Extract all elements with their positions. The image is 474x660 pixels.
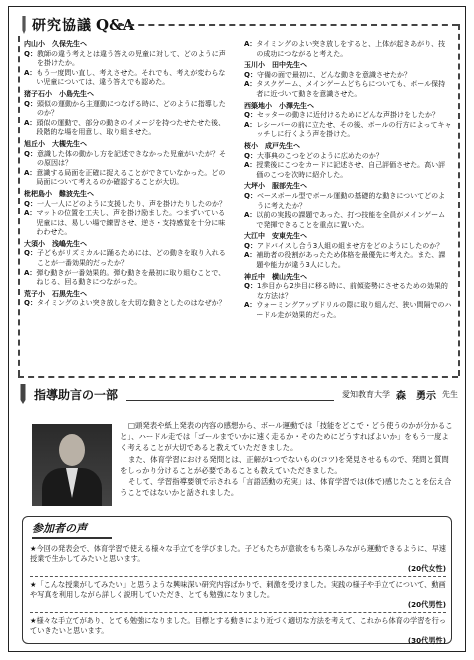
qa-school: 玉川小 田中先生へ (244, 61, 307, 70)
qa-entry (244, 182, 452, 230)
qa-key: Q： (24, 149, 37, 158)
qa-entry (24, 290, 230, 309)
qa-school: 荒子小 石黒先生へ (24, 289, 87, 298)
qa-question (244, 71, 452, 81)
divider (118, 24, 458, 26)
voices-header (32, 520, 112, 536)
divider (126, 400, 334, 401)
qa-key: Q： (24, 99, 37, 108)
qa-entry (244, 102, 452, 140)
advisor-heading: 指導助言の一部 (34, 387, 119, 402)
qa-text: マットの位置を工夫し、声を掛け励ました。つまずいている児童には、易しい場で練習させ、逆さ・支持感覚を十分に味わわせた。 (36, 209, 226, 237)
qa-question (24, 50, 230, 69)
qa-key: A： (24, 209, 37, 218)
qa-entry (244, 142, 452, 180)
qa-text: 一人一人にどのように支援したり、声を掛けたりしたのか？ (36, 199, 226, 208)
qa-entry (24, 240, 230, 288)
qa-entry (24, 190, 230, 238)
qa-text: ウォーミングアップドリルの際に取り組んだ、狭い間隔でのハードル走が効果的だった。 (256, 301, 452, 320)
qa-answer (244, 161, 452, 180)
qa-key: Q： (24, 249, 37, 258)
voice-item (30, 616, 446, 648)
qa-text: 意識する局面を正確に捉えることができていなかった。どの局面について考えるのか確認することが大切。 (36, 168, 226, 187)
qa-left-column (24, 40, 230, 311)
qa-question (24, 200, 230, 210)
qa-answer (244, 80, 452, 99)
qa-answer (244, 40, 452, 59)
qa-school: 大江中 安東先生へ (244, 232, 307, 241)
qa-question (24, 299, 230, 309)
qa-answer (24, 209, 230, 238)
qa-key: A： (244, 251, 257, 260)
qa-school: 大須小 浅嶋先生へ (24, 239, 87, 248)
qa-text: 頭似の運動で、部分の動きのイメージを持つたせたせた後、段階的な場を用意し、取り組ませた。 (36, 118, 226, 137)
qa-school: 大坪小 服部先生へ (244, 182, 307, 191)
qa-key: A： (244, 120, 257, 129)
advisor-paragraph: そして、学習指導要領で示される「言語活動の充実」は、体育学習では(体で)感じたことを伝え合うことではないかと話されました。 (120, 477, 452, 498)
qa-text: タスクゲーム、メインゲームどちらについても、ボール保持者に近づいて動きを意識させた。 (256, 80, 446, 98)
advisor-role: 先生 (442, 389, 458, 399)
qa-text: 頭似の運動から主運動につなげる時に、どのように指導したのか？ (36, 99, 226, 118)
qa-key: A： (244, 40, 257, 48)
qa-right-column (244, 40, 452, 323)
voice-text: ★様々な手立てがあり、とても勉強になりました。目標とする動きにより近づく適切な方法を考えて、これから体育の学習を行っていきたいと思います。 (30, 616, 446, 635)
qa-school: 神丘中 横山先生へ (244, 272, 307, 281)
qa-text: 授業後にこつをカードに記述させ、自己評価させた。高い評価のこつを次時に紹介した。 (256, 161, 446, 179)
qa-key: Q： (244, 111, 257, 120)
pencil-icon (18, 384, 28, 404)
qa-key: A： (24, 118, 37, 127)
qa-text: アドバイスし合う3人組の組ませ方をどのようにしたのか？ (256, 241, 444, 250)
voice-text: ★「こんな授業がしてみたい」と思うような興味深い研究内容ばかりで、刺激を受けました。実践の様子や手立てについて、動画や写真を利用しながら詳しく説明していただき、とても勉強になりました。 (30, 580, 446, 599)
qa-key: A： (244, 161, 257, 170)
qa-text: セッターの動きに近付けるためにどんな声掛けをしたか？ (256, 111, 439, 120)
pencil-icon (20, 16, 28, 34)
qa-text: 教師の違う考えとは違う答えの児童に対して、どのように声を掛けたか。 (36, 49, 226, 68)
qa-mark: Q&A (96, 16, 135, 34)
qa-key: A： (24, 268, 37, 277)
qa-question (24, 249, 230, 268)
qa-entry (24, 40, 230, 88)
qa-school: 内山小 久保先生へ (24, 40, 87, 48)
qa-text: タイミングのよい突き放しをすると、上体が起きあがり、技の成功につながると考えた。 (256, 40, 446, 58)
qa-question (24, 150, 230, 169)
qa-key: Q： (244, 241, 257, 250)
voice-text: ★今回の発表会で、体育学習で使える様々な手立てを学びました。子どもたちが意欲をもち楽しみながら運動できるように、早速授業で生かしてみたいと思います。 (30, 544, 446, 563)
divider (458, 24, 460, 376)
voices-heading: 参加者の声 (32, 522, 87, 535)
qa-answer (244, 211, 452, 230)
advisor-paragraph: また、体育学習における発問とは、正解が1つでないもの(コツ)を発見させるもので、発問と質問をしっかり分けることが必要であることも教えていただきました。 (120, 454, 449, 475)
qa-text: 意識した体の動かし方を記述できなかった児童がいたが？その原因は？ (36, 149, 226, 168)
qa-text: 大事典のこつをどのように広めたのか？ (256, 151, 383, 160)
qa-answer (24, 269, 230, 288)
qa-text: ベースボール型でボール運動の基礎的な動きについてどのように考えたか？ (256, 191, 446, 210)
qa-key: Q： (244, 191, 257, 200)
divider (18, 376, 458, 378)
qa-question (244, 152, 452, 162)
qa-key: Q： (244, 151, 257, 160)
advisor-affiliation: 愛知教育大学 (342, 389, 390, 399)
qa-school: 桜小 成戸先生へ (244, 141, 300, 150)
voice-tag: (20代男性) (407, 600, 446, 609)
qa-key: Q： (24, 199, 37, 208)
qa-text: タイミングのよい突き放しを大切な動きとしたのはなぜか？ (36, 299, 226, 308)
qa-entry (244, 40, 452, 59)
advisor-text (120, 420, 456, 498)
divider (18, 36, 20, 376)
advisor-name: 森 勇示 (396, 390, 436, 402)
qa-answer (244, 251, 452, 270)
qa-key: Q： (244, 70, 257, 79)
advisor-header (18, 383, 458, 405)
qa-entry (244, 232, 452, 270)
qa-question (24, 100, 230, 119)
qa-question (244, 111, 452, 121)
qa-entry (24, 90, 230, 138)
qa-title: 研究協議 (32, 18, 92, 34)
qa-key: Q： (24, 299, 37, 308)
qa-key: A： (244, 301, 257, 310)
qa-answer (24, 119, 230, 138)
qa-question (244, 282, 452, 301)
qa-answer (244, 301, 452, 320)
voices-list (30, 544, 446, 651)
qa-text: 補助者の役割があったため体格を最優先に考えた。また、課題や能力が違う3人にした。 (256, 251, 446, 270)
qa-text: 1歩目から2歩目に移る時に、前傾姿勢にさせるための効果的な方法は？ (256, 282, 448, 300)
voice-tag: (30代男性) (407, 636, 446, 645)
advisor-photo (32, 424, 112, 506)
qa-school: 枇杷島小 難波先生へ (24, 189, 94, 198)
qa-school: 猪子石小 小島先生へ (24, 89, 94, 98)
qa-key: A： (244, 211, 257, 220)
advisor-paragraph: □頭発表や紙上発表の内容の感想から、ボール運動では「技能をどこで・どう使うのかが分かること」、ハードル走では「ゴールまでいかに速く走るか・そのためにどうすればよいか」をもう一度よく考えることが大切であると教えていただきました。 (120, 421, 453, 453)
qa-answer (24, 69, 230, 88)
qa-answer (24, 169, 230, 188)
qa-text: 守備の面で最初に、どんな動きを意識させたか？ (256, 70, 411, 79)
divider (32, 537, 112, 539)
qa-text: 弾む動きが一番効果的。弾む動きを最初に取り組むことで、ねじる、回る動きにつながった。 (36, 268, 226, 287)
qa-key: A： (244, 80, 257, 89)
qa-question (244, 192, 452, 211)
qa-text: 子どもがリズミカルに踊るためには、どの動きを取り入れることが一番効果的だったか？ (36, 249, 226, 268)
qa-entry (244, 61, 452, 99)
qa-school: 旭丘小 大槻先生へ (24, 139, 87, 148)
qa-text: 以前の実践の課題であった、打つ技能を全員がメインゲームで発揮できることを重点に置いた。 (256, 211, 446, 229)
qa-text: レシーバーの前に立たせ、その後、ボールの行方によってキャッチしに行くよう声を掛けた。 (256, 120, 452, 139)
qa-key: A： (24, 168, 37, 177)
qa-answer (244, 121, 452, 140)
photo-head (59, 434, 85, 466)
voice-tag: (20代女性) (407, 564, 446, 573)
qa-school: 西築地小 小澤先生へ (244, 101, 314, 110)
qa-entry (244, 273, 452, 321)
qa-key: Q： (244, 282, 257, 291)
voice-item (30, 544, 446, 577)
qa-text: もう一度問い直し、考えさせた。それでも、考えが変わらない児童については、違う答えでも認めた。 (36, 68, 226, 87)
qa-key: Q： (24, 49, 37, 58)
voice-item (30, 580, 446, 613)
qa-key: A： (24, 68, 37, 77)
qa-entry (24, 140, 230, 188)
